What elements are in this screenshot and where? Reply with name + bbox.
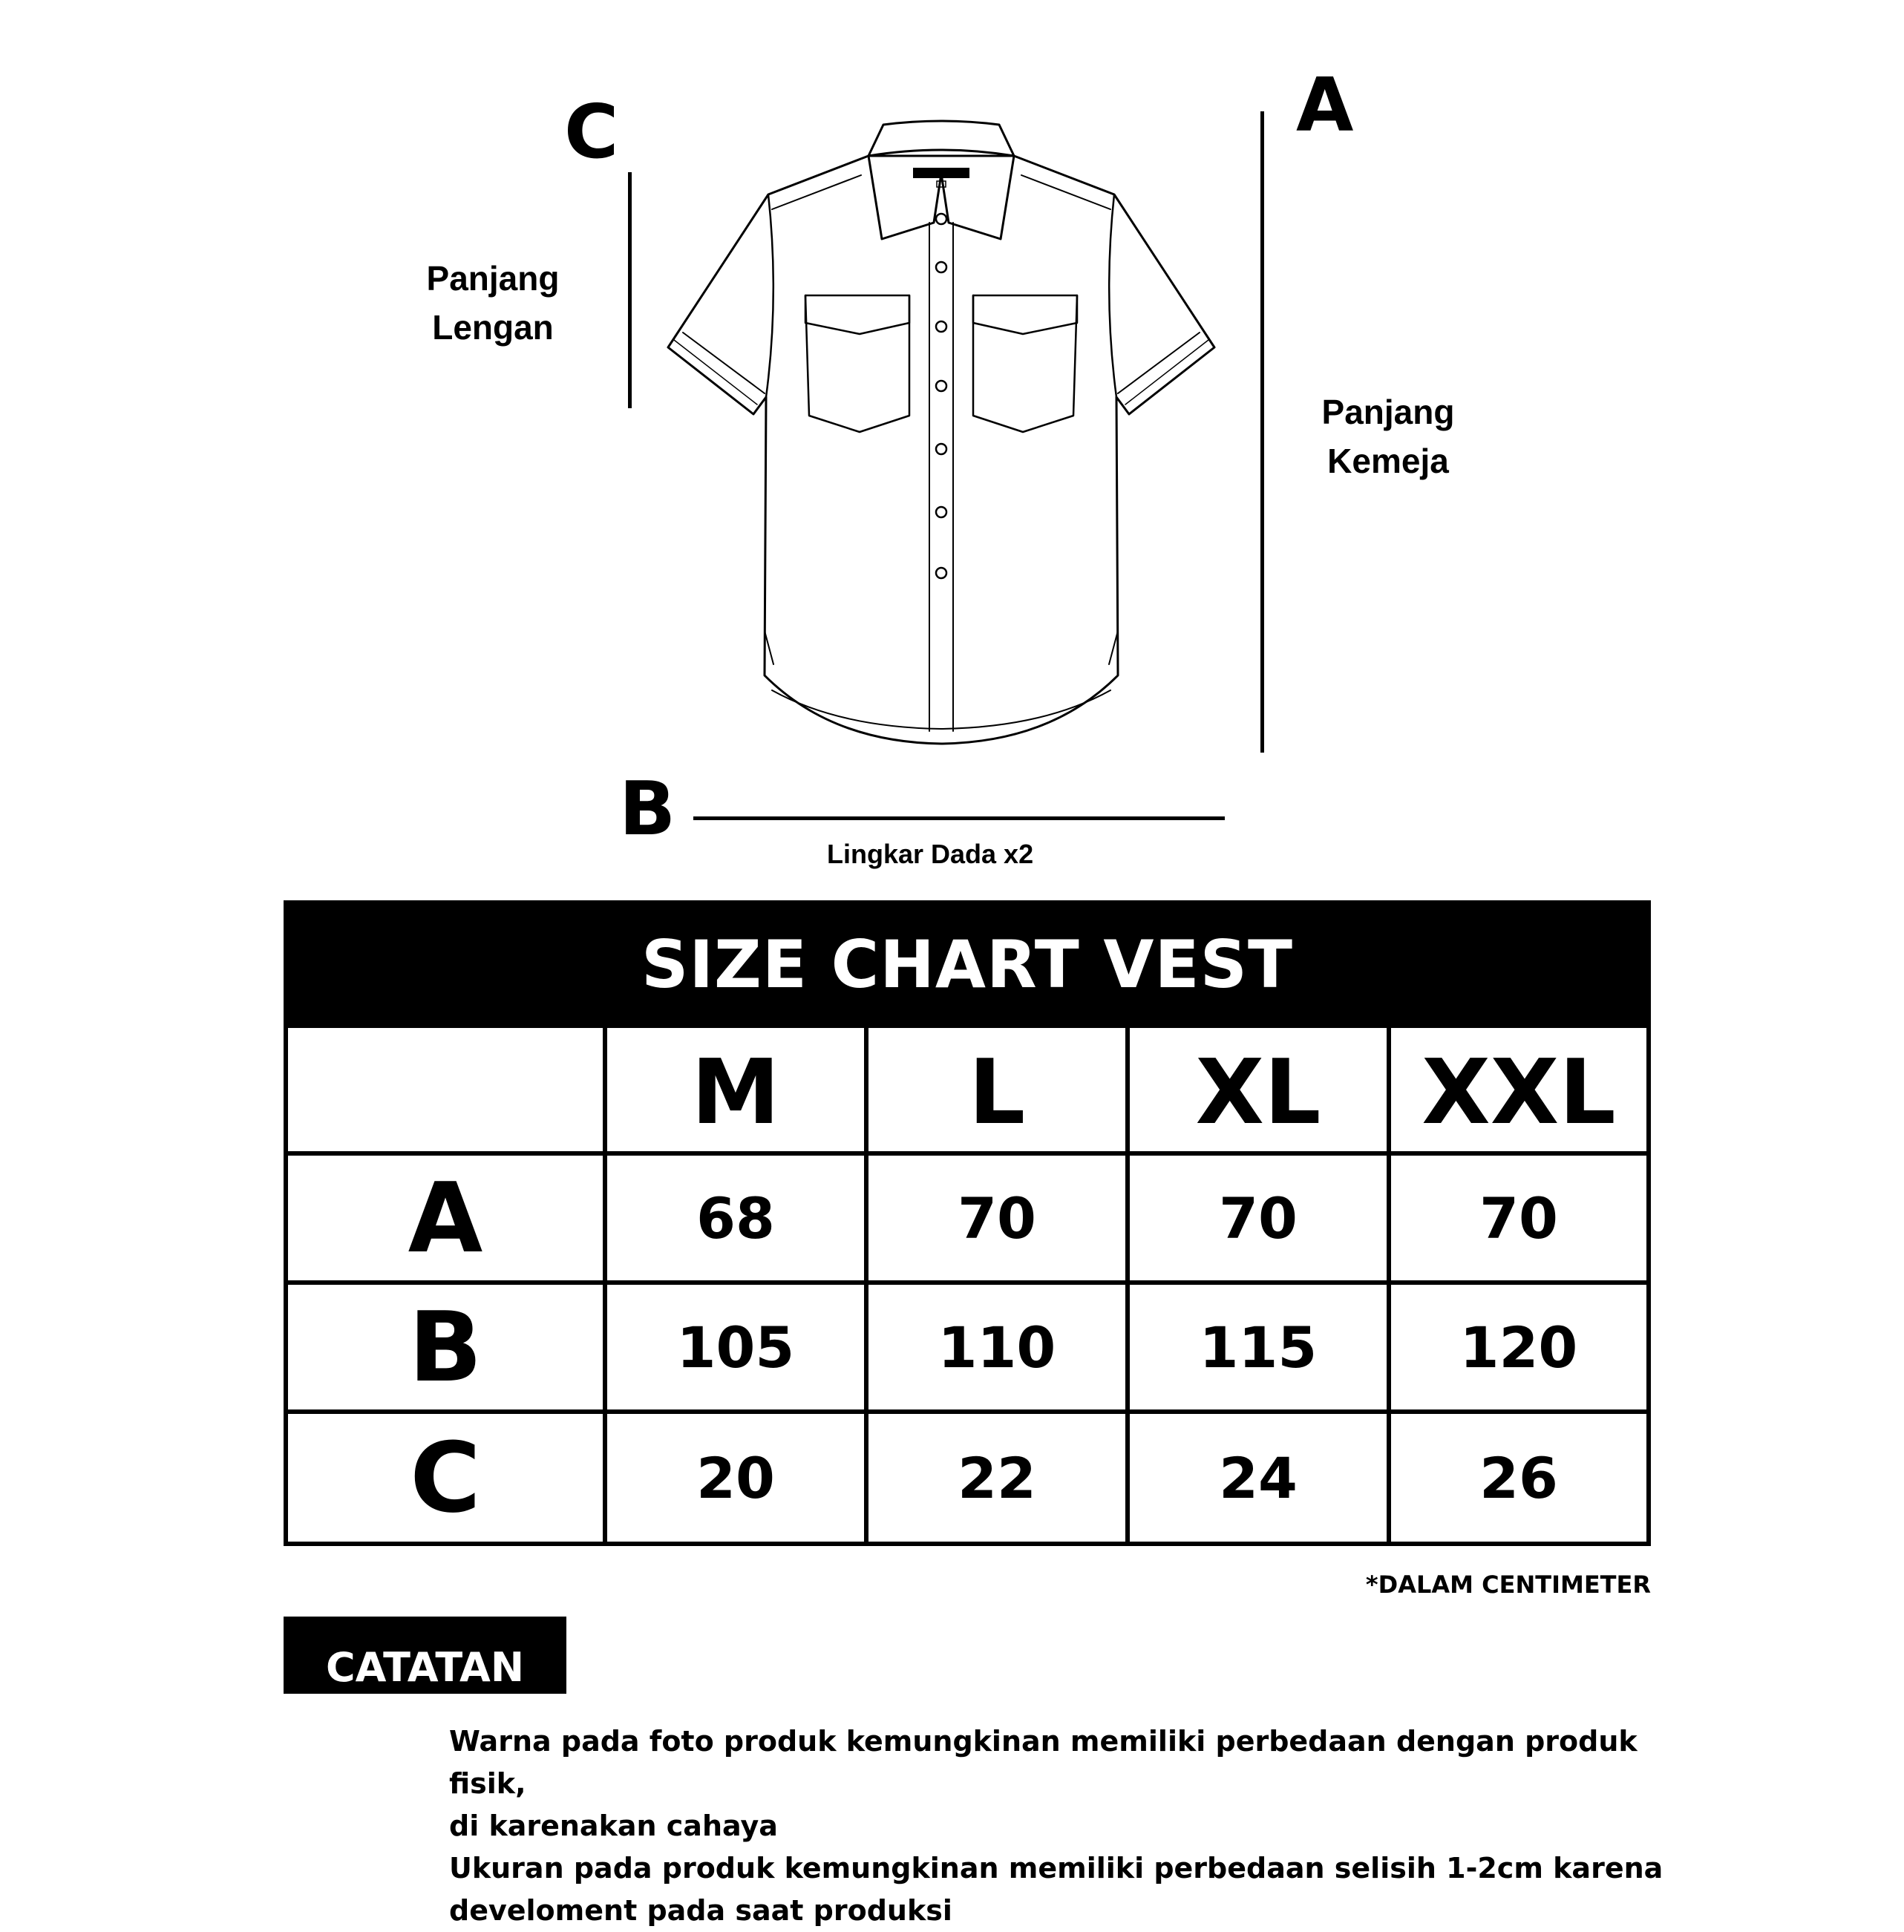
cell-c-xxl: 26 [1479, 1444, 1558, 1511]
shirt-length-label-line2: Kemeja [1327, 442, 1449, 480]
chest-width-label: Lingkar Dada x2 [827, 839, 1034, 869]
cell-b-l: 110 [868, 1285, 1130, 1414]
cell-c-xl: 24 [1130, 1414, 1391, 1542]
marker-a: A [1296, 62, 1354, 148]
measurement-diagram [0, 0, 1904, 883]
row-label-a: A [288, 1156, 607, 1285]
row-label-c: C [288, 1414, 607, 1542]
notes-line-4: develoment pada saat produksi [449, 1894, 952, 1927]
row-label-b: B [288, 1285, 607, 1414]
cell-a-m: 68 [607, 1156, 868, 1285]
sleeve-length-label-line1: Panjang [426, 259, 560, 298]
cell-c-l: 22 [868, 1414, 1130, 1542]
sleeve-length-label-line2: Lengan [432, 308, 554, 347]
size-chart-title: SIZE CHART VEST [284, 900, 1651, 1028]
notes-line-1: Warna pada foto produk kemungkinan memiliki perbedaan dengan produk fisik, [449, 1725, 1638, 1800]
shirt-length-label [1262, 387, 1514, 485]
size-header-l: L [868, 1028, 1130, 1156]
corner-cell [288, 1028, 607, 1156]
size-chart-table [284, 900, 1651, 1546]
shirt-length-label-line1: Panjang [1321, 393, 1455, 431]
short-sleeve-shirt-icon [638, 111, 1247, 757]
cell-c-m: 20 [607, 1414, 868, 1542]
cell-a-xxl: 70 [1391, 1156, 1646, 1285]
marker-c: C [564, 88, 619, 175]
notes-line-2: di karenakan cahaya [449, 1810, 778, 1842]
marker-b: B [619, 765, 676, 852]
sleeve-length-label [367, 254, 619, 352]
size-chart-grid [284, 1028, 1651, 1546]
cell-b-xxl: 120 [1391, 1285, 1646, 1414]
notes-title: CATATAN [284, 1617, 566, 1694]
cell-b-m: 105 [607, 1285, 868, 1414]
chest-width-rule [693, 816, 1225, 820]
cell-b-xl: 115 [1130, 1285, 1391, 1414]
sleeve-length-rule [628, 172, 632, 408]
size-header-xxl: XXL [1391, 1028, 1646, 1156]
size-header-m: M [607, 1028, 868, 1156]
size-header-xl: XL [1130, 1028, 1391, 1156]
notes-body [449, 1720, 1711, 1932]
unit-note: *DALAM CENTIMETER [1365, 1571, 1651, 1599]
notes-line-3: Ukuran pada produk kemungkinan memiliki perbedaan selisih 1-2cm karena [449, 1852, 1663, 1884]
cell-a-l: 70 [868, 1156, 1130, 1285]
cell-a-xl: 70 [1130, 1156, 1391, 1285]
